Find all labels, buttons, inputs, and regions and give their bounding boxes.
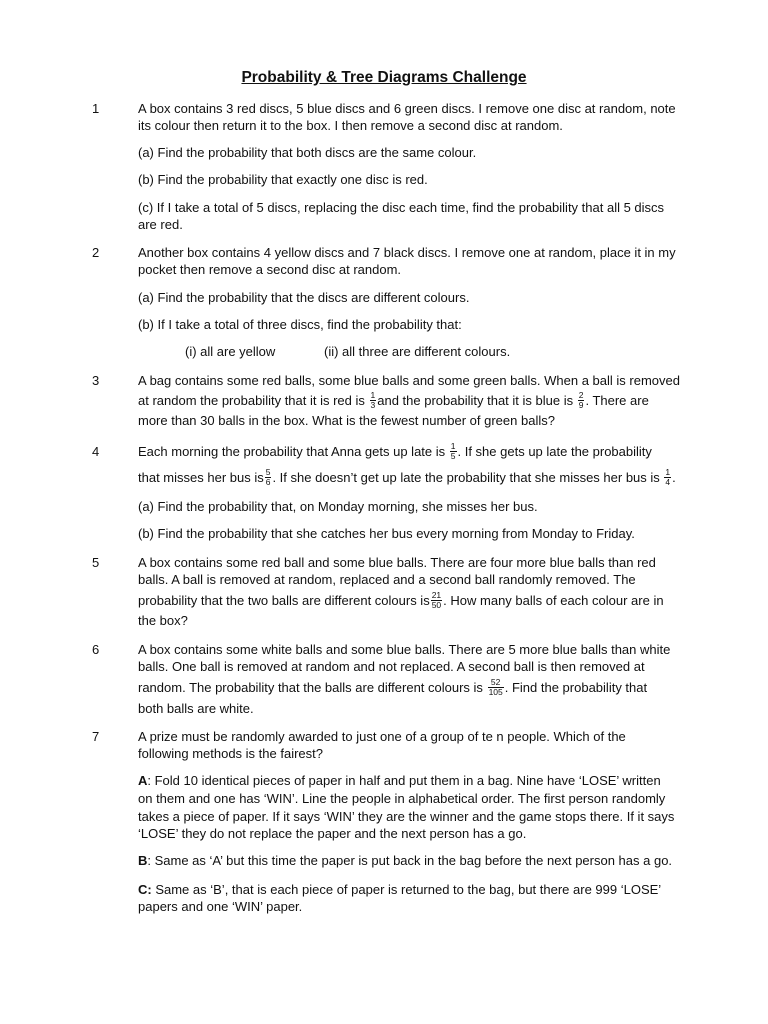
denominator: 5 (450, 451, 456, 461)
q1-part-c-line1: (c) If I take a total of 5 discs, replacing the disc each time, find the probability that all 5 discs (138, 200, 665, 215)
q4-line2-text-b: . If she doesn’t get up late the probability that she misses her bus is (272, 469, 660, 485)
q6-line3-text-b: . Find the probability that (504, 679, 648, 695)
option-label: C: (138, 882, 152, 897)
q3-line3: more than 30 balls in the box. What is the fewest number of green balls? (138, 413, 555, 428)
q2-part-b-i: (i) all are yellow (185, 344, 276, 359)
q2-line2: pocket then remove a second disc at random. (138, 262, 402, 277)
option-b-text: : Same as ‘A’ but this time the paper is put back in the bag before the next person has a go. (147, 853, 673, 868)
q5-line3-text-b: . How many balls of each colour are in (443, 592, 664, 608)
q5-line3-text-a: probability that the two balls are different colours is (138, 592, 430, 608)
q4-line2-text-c: . (672, 469, 676, 485)
q5-line1: A box contains some red ball and some blue balls. There are four more blue balls than red (138, 555, 656, 570)
q2-line1: Another box contains 4 yellow discs and 7 black discs. I remove one at random, place it in my (138, 245, 676, 260)
denominator: 6 (265, 477, 271, 487)
q7-option-a-line1 (138, 773, 661, 789)
q3-line2-text-b: and the probability that it is blue is (377, 392, 574, 408)
fraction (488, 678, 504, 697)
q6-line3-text-a: random. The probability that the balls are different colours is (138, 679, 483, 695)
q4-line1 (138, 443, 652, 462)
q3-line2-text-a: at random the probability that it is red is (138, 392, 365, 408)
q5-line3 (138, 592, 664, 611)
q4-line1-text-b: . If she gets up late the probability (457, 443, 652, 459)
fraction (431, 591, 442, 610)
q7-line1: A prize must be randomly awarded to just one of a group of te n people. Which of the (138, 729, 626, 744)
option-a-text: : Fold 10 identical pieces of paper in half and put them in a bag. Nine have ‘LOSE’ written (147, 773, 661, 788)
fraction (578, 391, 585, 410)
numerator: 21 (431, 590, 442, 600)
q6-line1: A box contains some white balls and some blue balls. There are 5 more blue balls than white (138, 642, 671, 657)
option-c-text: Same as ‘B’, that is each piece of paper is returned to the bag, but there are 999 ‘LOSE’ (151, 882, 662, 897)
denominator: 105 (488, 687, 503, 697)
q1-part-b: (b) Find the probability that exactly one disc is red. (138, 172, 428, 187)
denominator: 3 (370, 400, 376, 410)
question-number: 6 (92, 642, 100, 657)
q7-option-a-line2: on them and one has ‘WIN’. Line the people in alphabetical order. The first person randomly (138, 791, 666, 806)
q6-line3 (138, 679, 647, 698)
q7-option-a-line4: ‘LOSE’ they do not replace the paper and the next person has a go. (138, 826, 527, 841)
q1-part-c-line2: are red. (138, 217, 183, 232)
q5-line4: the box? (138, 613, 188, 628)
q7-option-b (138, 853, 672, 869)
q6-line4: both balls are white. (138, 701, 254, 716)
q4-part-b: (b) Find the probability that she catches her bus every morning from Monday to Friday. (138, 526, 635, 541)
q4-line2 (138, 469, 676, 488)
fraction (450, 442, 457, 461)
numerator: 2 (578, 390, 584, 400)
question-number: 7 (92, 729, 100, 744)
q4-line2-text-a: that misses her bus is (138, 469, 264, 485)
q7-option-c-line2: papers and one ‘WIN’ paper. (138, 899, 303, 914)
question-number: 2 (92, 245, 100, 260)
q1-line2: its colour then return it to the box. I then remove a second disc at random. (138, 118, 563, 133)
option-label: B (138, 853, 148, 868)
fraction (664, 468, 671, 487)
fraction (370, 391, 377, 410)
q7-line2: following methods is the fairest? (138, 746, 323, 761)
q7-option-a-line3: takes a piece of paper. If it says ‘WIN’ they are the winner and the game stops there. If it says (138, 809, 675, 824)
numerator: 1 (665, 467, 671, 477)
q1-part-a: (a) Find the probability that both discs are the same colour. (138, 145, 477, 160)
option-label: A (138, 773, 148, 788)
q2-part-b-ii: (ii) all three are different colours. (324, 344, 511, 359)
numerator: 5 (265, 467, 271, 477)
q3-line2 (138, 392, 649, 411)
question-number: 1 (92, 101, 100, 116)
numerator: 1 (450, 441, 456, 451)
q6-line2: balls. One ball is removed at random and not replaced. A second ball is then removed at (138, 659, 645, 674)
page-title: Probability & Tree Diagrams Challenge (241, 69, 527, 86)
q5-line2: balls. A ball is removed at random, replaced and a second ball randomly removed. The (138, 572, 636, 587)
q7-option-c-line1 (138, 882, 661, 898)
q2-part-b: (b) If I take a total of three discs, find the probability that: (138, 317, 462, 332)
question-number: 3 (92, 373, 100, 388)
q1-line1: A box contains 3 red discs, 5 blue discs and 6 green discs. I remove one disc at random, note (138, 101, 676, 116)
question-number: 5 (92, 555, 100, 570)
fraction (265, 468, 272, 487)
denominator: 50 (431, 600, 442, 610)
numerator: 52 (488, 678, 504, 688)
numerator: 1 (370, 390, 376, 400)
q4-line1-text-a: Each morning the probability that Anna gets up late is (138, 443, 446, 459)
q4-part-a: (a) Find the probability that, on Monday morning, she misses her bus. (138, 499, 538, 514)
q3-line1: A bag contains some red balls, some blue balls and some green balls. When a ball is removed (138, 373, 680, 388)
denominator: 9 (578, 400, 584, 410)
q2-part-a: (a) Find the probability that the discs are different colours. (138, 290, 470, 305)
question-number: 4 (92, 444, 100, 459)
q3-line2-text-c: . There are (585, 392, 649, 408)
denominator: 4 (665, 477, 671, 487)
